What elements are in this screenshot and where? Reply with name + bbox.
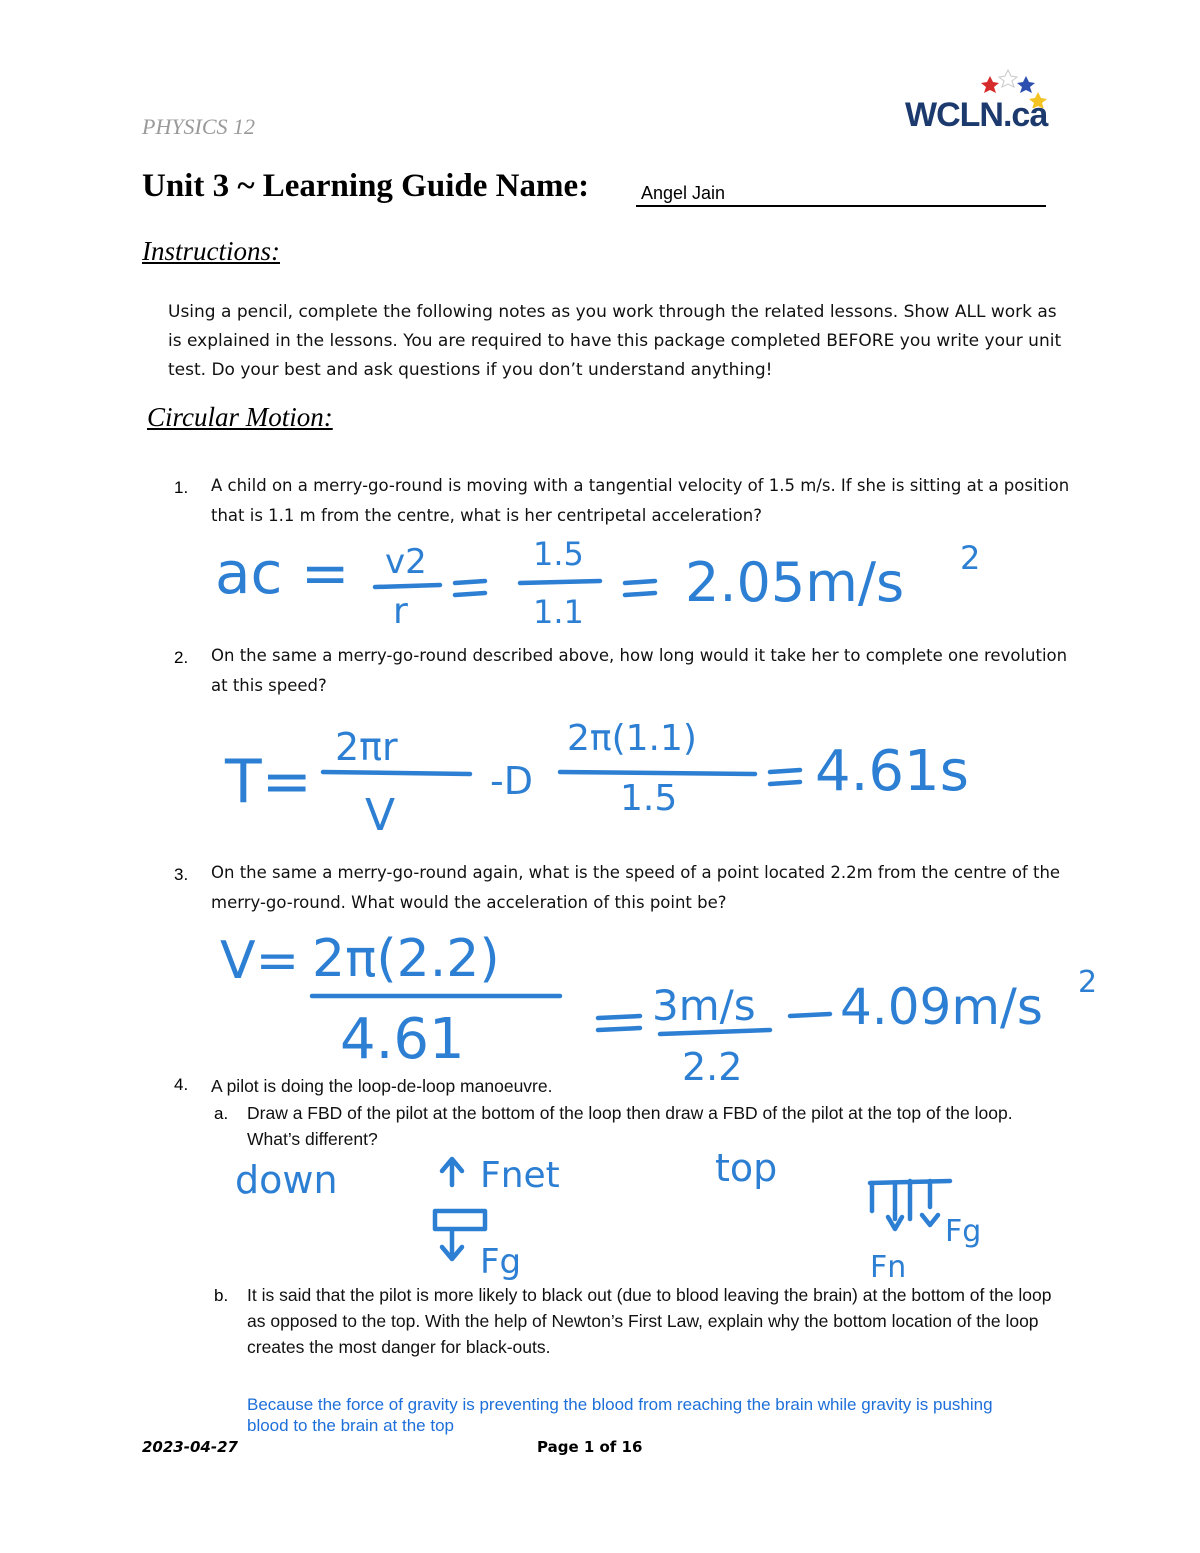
question-2-number: 2. (174, 648, 189, 667)
question-4-number: 4. (174, 1075, 189, 1094)
page-number: Page 1 of 16 (537, 1438, 643, 1456)
question-3-handwritten-answer (220, 930, 1120, 1090)
q3-result: 4.09m/s (840, 978, 1043, 1036)
q1-den2: 1.1 (533, 593, 584, 631)
question-4a-label: a. (214, 1104, 229, 1123)
question-1-text: A child on a merry-go-round is moving with a tangential velocity of 1.5 m/s. If she is sitting at a position that is 1.1 m from the centre, what is her centripetal acceleration? (211, 476, 1070, 525)
q3-exponent: 2 (1078, 965, 1098, 1000)
student-name: Angel Jain (641, 183, 726, 203)
instructions-heading: Instructions: (142, 236, 280, 266)
q2-den1: V (365, 790, 396, 841)
name-underline (636, 205, 1046, 207)
q4a-fn-top: Fn (870, 1250, 907, 1285)
q4a-fg: Fg (480, 1242, 522, 1282)
instructions-body: Using a pencil, complete the following notes as you work through the related lessons. Show ALL work as is explained in the lessons. You are required to have this package completed BEFORE you write your unit test. Do your best and ask questions if you don’t understand anything! (168, 302, 1062, 380)
q3-mid-den: 2.2 (682, 1045, 743, 1089)
q3-lhs: V= (220, 931, 300, 991)
q3-mid-num: 3m/s (652, 981, 756, 1030)
q1-num2: 1.5 (533, 535, 584, 573)
question-2-text: On the same a merry-go-round described above, how long would it take her to complete one revolution at this speed? (211, 646, 1068, 695)
q4a-fnet: Fnet (480, 1155, 560, 1196)
q3-num1: 2π(2.2) (312, 929, 500, 989)
q2-den2: 1.5 (620, 778, 678, 819)
page-title: Unit 3 ~ Learning Guide Name: (142, 168, 590, 204)
wcln-logo (905, 68, 1065, 138)
q1-num1: v2 (385, 542, 427, 582)
q3-den1: 4.61 (340, 1007, 465, 1072)
question-2-handwritten-answer (225, 710, 1005, 840)
q4a-down-label: down (235, 1158, 338, 1202)
question-4a-fbd-drawing (230, 1145, 1030, 1285)
course-label: PHYSICS 12 (142, 114, 256, 139)
q4a-fg-top: Fg (945, 1214, 982, 1249)
section-heading: Circular Motion: (147, 402, 333, 432)
q4a-top-label: top (715, 1146, 778, 1190)
logo-wordmark: WCLN.ca (905, 96, 1048, 134)
question-4-text: A pilot is doing the loop-de-loop manoeuvre. (211, 1076, 553, 1096)
q1-exponent: 2 (960, 539, 981, 577)
footer-date: 2023-04-27 (142, 1438, 238, 1456)
q1-result: 2.05m/s (685, 551, 905, 614)
question-4b-answer: Because the force of gravity is preventing the blood from reaching the brain while gravity is pushing blood to the brain at the top (247, 1395, 993, 1435)
question-3-number: 3. (174, 865, 189, 884)
q1-den1: r (393, 591, 408, 632)
question-4a-text: Draw a FBD of the pilot at the bottom of the loop then draw a FBD of the pilot at the top of the loop. What’s different? (247, 1103, 1013, 1149)
q2-num1: 2πr (335, 725, 398, 769)
q2-lhs: T= (225, 747, 312, 817)
q2-num2: 2π(1.1) (567, 718, 697, 759)
question-4b-text: It is said that the pilot is more likely to black out (due to blood leaving the brain) at the bottom of the loop as opposed to the top. With the help of Newton’s First Law, explain why the bottom location of the loop creates the most danger for black-outs. (247, 1285, 1052, 1357)
question-1-handwritten-answer (215, 535, 1015, 635)
q1-lhs: ac = (215, 539, 350, 607)
q2-result: 4.61s (815, 739, 969, 804)
question-4b-label: b. (214, 1286, 229, 1305)
question-1-number: 1. (174, 478, 189, 497)
question-3-text: On the same a merry-go-round again, what is the speed of a point located 2.2m from the centre of the merry-go-round. What would the acceleration of this point be? (211, 863, 1061, 912)
q2-arrow: -D (490, 759, 533, 803)
